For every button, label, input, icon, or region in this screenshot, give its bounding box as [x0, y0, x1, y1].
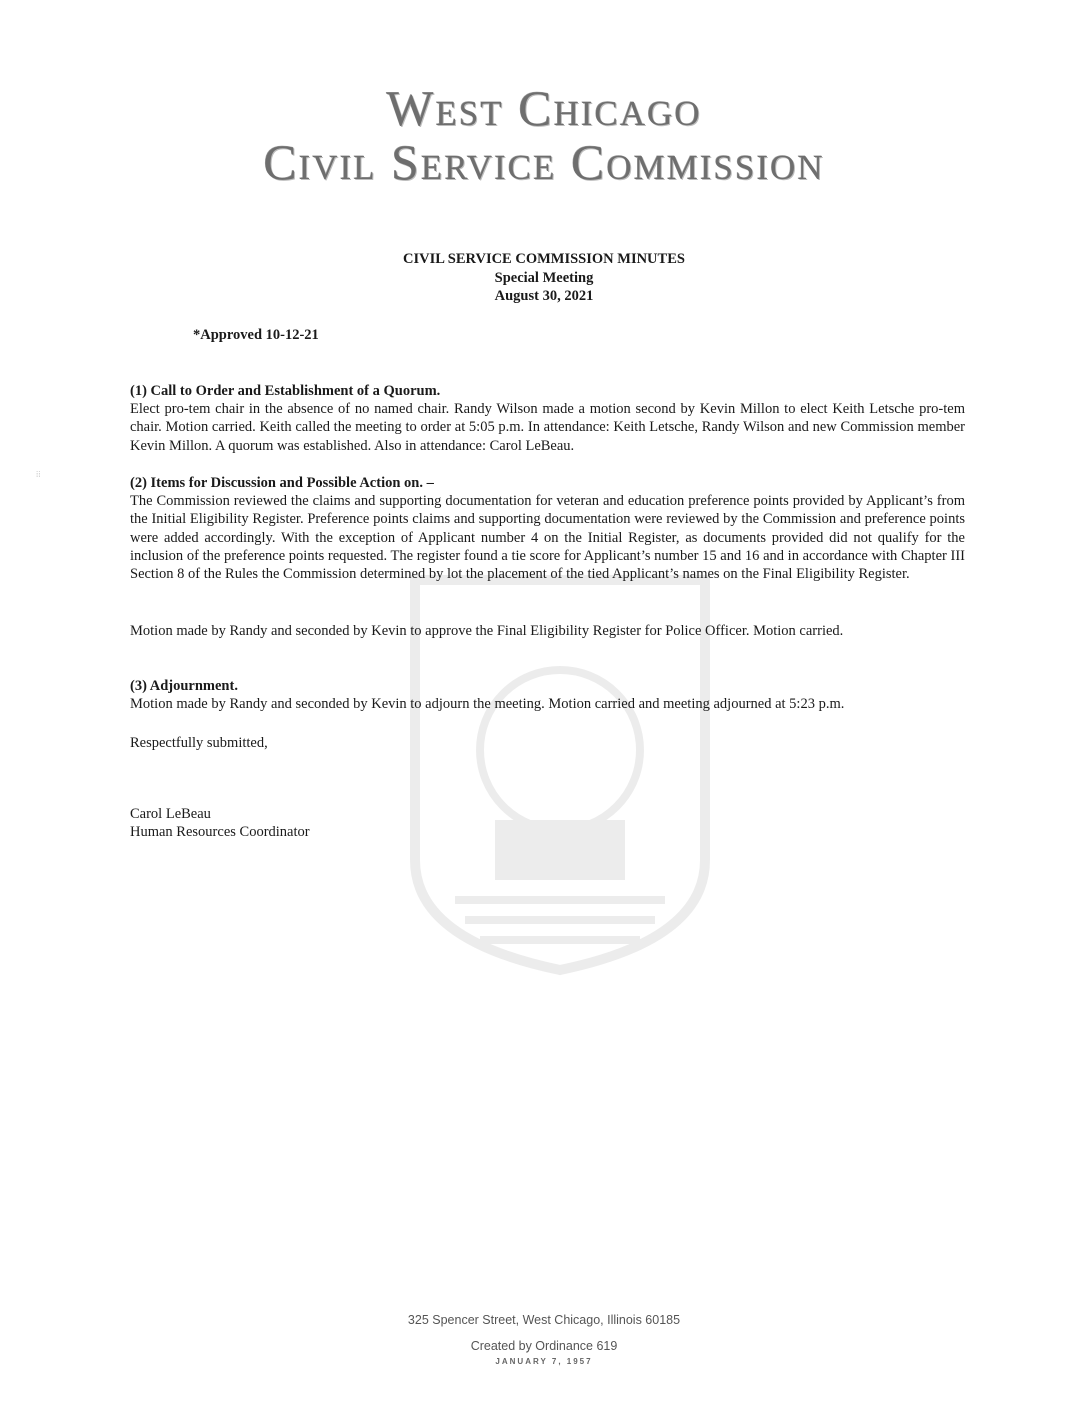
- section-body: The Commission reviewed the claims and supporting documentation for veteran and education preference points provided by Applicant’s from the Initial Eligibility Register. Preference points claims and supporting documentation were reviewed by the Commission and preference points were added accordingly. With the exception of Applicant number 4 on the Initial Register, as documents provided did not qualify for the inclusion of the preference points requested. The register found a tie score for Applicant’s number 15 and 16 and in accordance with Chapter III Section 8 of the Rules the Commission determined by lot the placement of the tied Applicant’s names on the Final Eligibility Register.: [130, 493, 965, 583]
- scan-margin-mark: ⁞⁞: [36, 470, 41, 479]
- footer-ordinance-date: JANUARY 7, 1957: [495, 1357, 593, 1366]
- section-adjournment: [130, 677, 965, 713]
- section-body: Motion made by Randy and seconded by Kevin to adjourn the meeting. Motion carried and meeting adjourned at 5:23 p.m.: [130, 696, 845, 713]
- register-motion: Motion made by Randy and seconded by Kevin to approve the Final Eligibility Register for Police Officer. Motion carried.: [130, 623, 844, 639]
- section-body: Elect pro-tem chair in the absence of no named chair. Randy Wilson made a motion second by Kevin Millon to elect Keith Letsche pro-tem chair. Motion carried. Keith called the meeting to order at 5:05 p.m. In attendance: Keith Letsche, Randy Wilson and new Commission member Kevin Millon. A quorum was established. Also in attendance: Carol LeBeau.: [130, 401, 965, 454]
- signer-name: Carol LeBeau: [130, 806, 211, 822]
- letterhead-line-1: West Chicago: [386, 80, 702, 136]
- section-call-to-order: [130, 382, 965, 455]
- meeting-type: Special Meeting: [494, 269, 594, 286]
- section-heading: (1) Call to Order and Establishment of a Quorum.: [130, 383, 441, 399]
- closing-line: Respectfully submitted,: [130, 735, 268, 751]
- minutes-title: CIVIL SERVICE COMMISSION MINUTES: [403, 251, 685, 267]
- signer-title: Human Resources Coordinator: [130, 824, 310, 841]
- section-discussion: [130, 474, 965, 583]
- footer-address: 325 Spencer Street, West Chicago, Illinois 60185: [407, 1313, 681, 1327]
- section-heading: (3) Adjournment.: [130, 678, 238, 694]
- section-heading: (2) Items for Discussion and Possible Action on. –: [130, 475, 434, 491]
- meeting-date: August 30, 2021: [494, 288, 594, 304]
- signature-block: [130, 805, 965, 841]
- approval-note: *Approved 10-12-21: [193, 327, 319, 343]
- footer-ordinance: Created by Ordinance 619: [470, 1339, 618, 1353]
- letterhead-line-2: Civil Service Commission: [263, 134, 825, 190]
- minutes-heading: [0, 250, 1088, 306]
